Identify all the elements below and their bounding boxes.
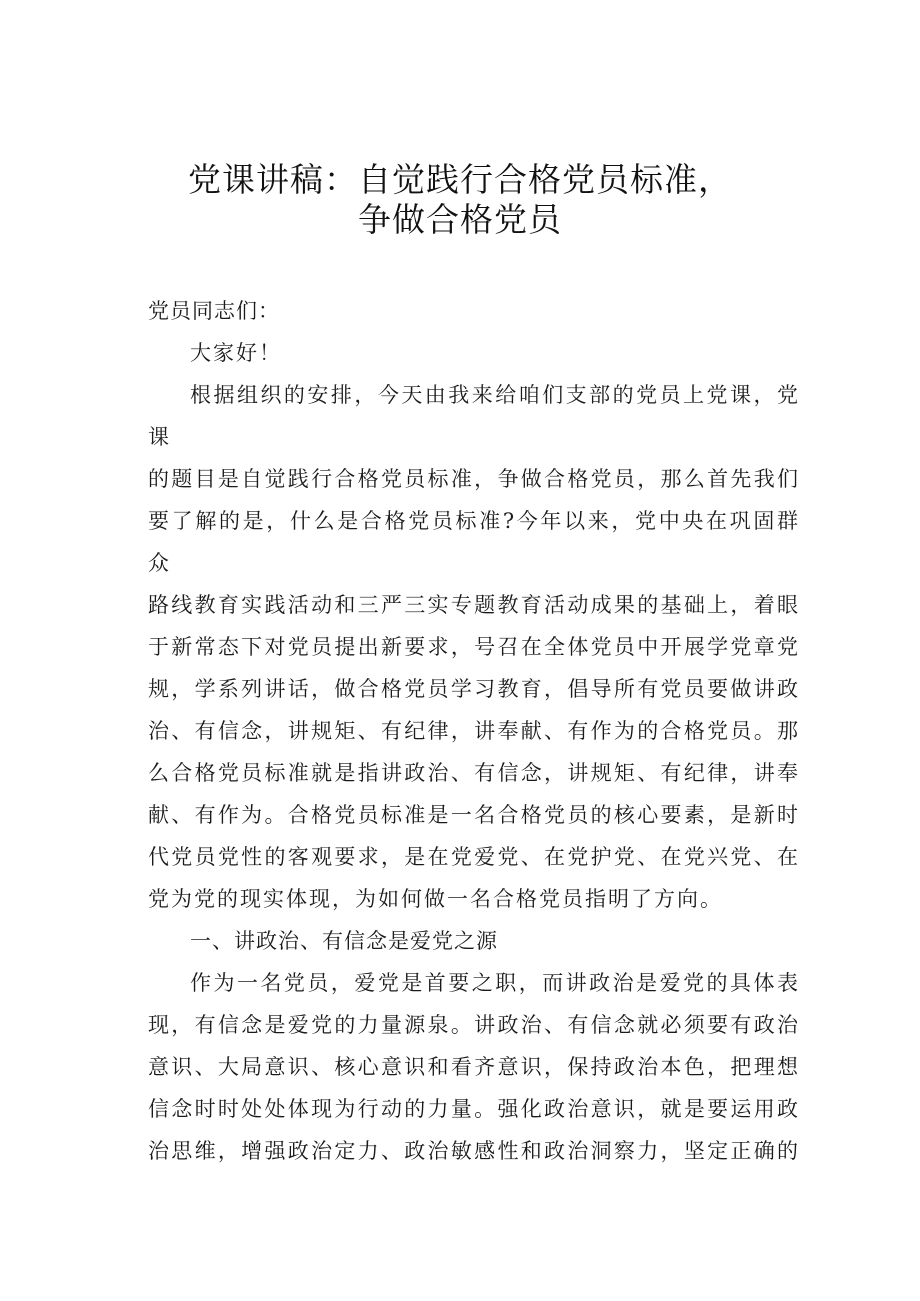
document-body	[148, 290, 800, 1172]
paragraph-2-line: 信念时时处处体现为行动的力量。强化政治意识，就是要运用政	[148, 1097, 800, 1121]
salutation: 党员同志们：	[148, 299, 280, 323]
document-title-line-2: 争做合格党员	[358, 200, 562, 239]
paragraph-1	[148, 374, 800, 920]
paragraph-1-line: 么合格党员标准就是指讲政治、有信念，讲规矩、有纪律，讲奉	[148, 761, 800, 785]
paragraph-1-line: 的题目是自觉践行合格党员标准，争做合格党员，那么首先我们	[148, 467, 800, 491]
paragraph-1-line: 规，学系列讲话，做合格党员学习教育，倡导所有党员要做讲政	[148, 677, 800, 701]
paragraph-1-line: 党为党的现实体现，为如何做一名合格党员指明了方向。	[148, 887, 723, 911]
greeting: 大家好！	[190, 341, 282, 365]
paragraph-1-line: 根据组织的安排，今天由我来给咱们支部的党员上党课，党课	[148, 383, 800, 449]
paragraph-2	[148, 962, 800, 1172]
paragraph-2-line: 作为一名党员，爱党是首要之职，而讲政治是爱党的具体表	[190, 971, 800, 995]
paragraph-2-line: 现，有信念是爱党的力量源泉。讲政治、有信念就必须要有政治	[148, 1013, 800, 1037]
paragraph-1-line: 路线教育实践活动和三严三实专题教育活动成果的基础上，着眼	[148, 593, 800, 617]
section-heading-1: 一、讲政治、有信念是爱党之源	[190, 929, 498, 953]
paragraph-1-line: 于新常态下对党员提出新要求，号召在全体党员中开展学党章党	[148, 635, 800, 659]
paragraph-2-line: 意识、大局意识、核心意识和看齐意识，保持政治本色，把理想	[148, 1055, 800, 1079]
paragraph-1-line: 代党员党性的客观要求，是在党爱党、在党护党、在党兴党、在	[148, 845, 800, 869]
paragraph-2-line: 治思维，增强政治定力、政治敏感性和政治洞察力，坚定正确的	[148, 1139, 800, 1163]
paragraph-1-line: 要了解的是，什么是合格党员标准?今年以来，党中央在巩固群众	[148, 509, 800, 575]
paragraph-1-line: 治、有信念，讲规矩、有纪律，讲奉献、有作为的合格党员。那	[148, 719, 800, 743]
paragraph-1-line: 献、有作为。合格党员标准是一名合格党员的核心要素，是新时	[148, 803, 800, 827]
document-title-line-1: 党课讲稿：自觉践行合格党员标准，	[188, 160, 732, 199]
